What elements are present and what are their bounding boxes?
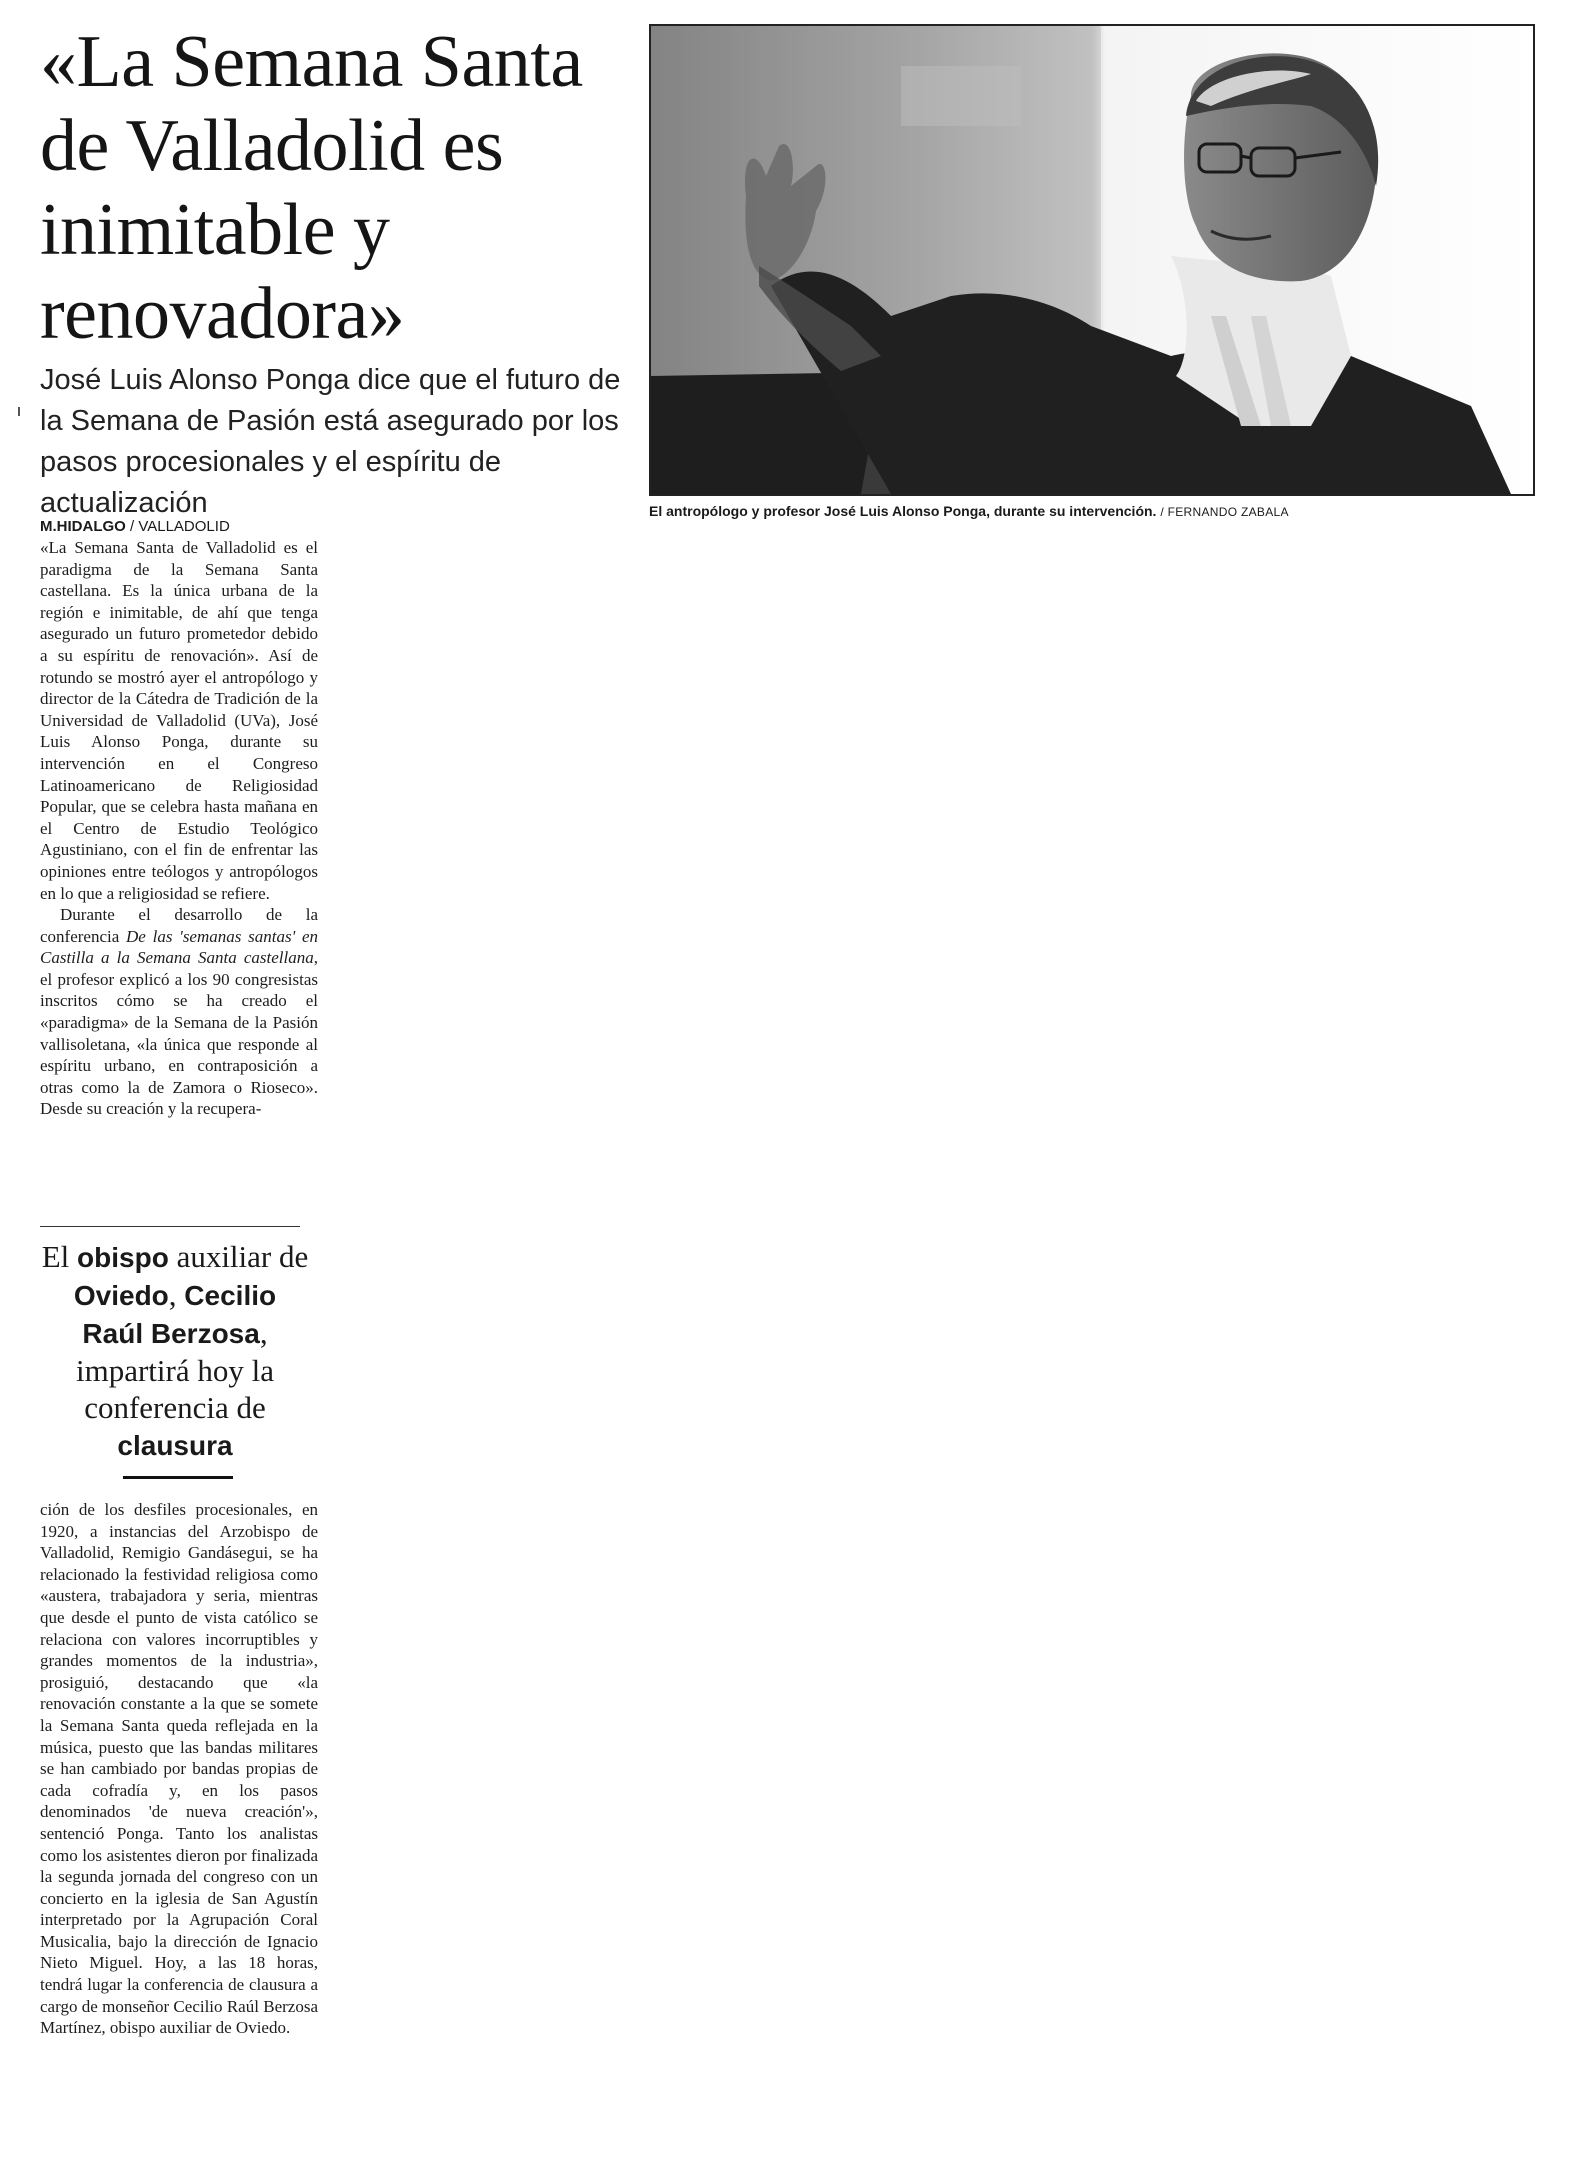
- pullquote-text-1: El: [41, 1239, 78, 1274]
- speaker-photo-illustration: [651, 26, 1533, 494]
- byline-location: VALLADOLID: [138, 518, 230, 535]
- pullquote-bold-2: Oviedo: [73, 1280, 169, 1311]
- body-paragraph-2-lead: Durante el desarrollo de la conferencia: [40, 905, 318, 946]
- pullquote: [40, 1238, 310, 1464]
- photo-caption: [649, 502, 1549, 521]
- byline: [40, 518, 340, 536]
- byline-separator: /: [125, 518, 139, 535]
- body-column-top: [40, 537, 318, 1120]
- pullquote-top-rule: [40, 1226, 300, 1227]
- pullquote-text-4: , impartirá hoy la conferencia de: [76, 1315, 274, 1425]
- body-paragraph-3: ción de los desfiles procesionales, en 1920, a instancias del Arzobispo de Valladolid, Remigio Gandásegui, se ha relacionado la festividad religiosa como «austera, trabajadora y seria, mientras que desde el punto de vista católico se relaciona con valores incorruptibles y grandes momentos de la industria», prosiguió, destacando que «la renovación constante a la que se somete la Semana Santa queda reflejada en la música, puesto que las bandas militares se han cambiado por bandas propias de cada cofradía y, en los pasos denominados 'de nueva creación'», sentenció Ponga. Tanto los analistas como los asistentes dieron por finalizada la segunda jornada del congreso con un concierto en la iglesia de San Agustín interpretado por la Agrupación Coral Musicalia, bajo la dirección de Ignacio Nieto Miguel. Hoy, a las 18 horas, tendrá lugar la conferencia de clausura a cargo de monseñor Cecilio Raúl Berzosa Martínez, obispo auxiliar de Oviedo.: [40, 1500, 318, 2038]
- pullquote-text-2: auxiliar de: [168, 1239, 309, 1274]
- caption-text: El antropólogo y profesor José Luis Alonso Ponga, durante su intervención.: [649, 503, 1157, 519]
- pullquote-text-3: ,: [168, 1277, 185, 1312]
- byline-author: M.HIDALGO: [40, 518, 126, 535]
- scan-mark: [18, 407, 20, 416]
- pullquote-bold-1: obispo: [77, 1242, 169, 1273]
- photo-credit: / FERNANDO ZABALA: [1160, 505, 1289, 519]
- body-column-bottom: [40, 1499, 318, 2039]
- headline: «La Semana Santa de Valladolid es inimitable y renovadora»: [40, 21, 583, 355]
- article-photo: [649, 24, 1535, 496]
- pullquote-bottom-rule: [123, 1476, 233, 1479]
- pullquote-bold-3: Cecilio Raúl Berzosa: [82, 1280, 277, 1349]
- conference-title: De las 'semanas santas' en Castilla a la Semana Santa castellana: [40, 926, 318, 968]
- body-paragraph-2: [40, 904, 318, 1120]
- body-paragraph-1: «La Semana Santa de Valladolid es el paradigma de la Semana Santa castellana. Es la única urbana de la región e inimitable, de ahí que tenga asegurado un futuro prometedor debido a su espíritu de renovación». Así de rotundo se mostró ayer el antropólogo y director de la Cátedra de Tradición de la Universidad de Valladolid (UVa), José Luis Alonso Ponga, durante su intervención en el Congreso Latinoamericano de Religiosidad Popular, que se celebra hasta mañana en el Centro de Estudio Teológico Agustiniano, con el fin de enfrentar las opiniones entre teólogos y antropólogos en lo que a religiosidad se refiere.: [40, 538, 318, 903]
- body-paragraph-2-rest: , el profesor explicó a los 90 congresistas inscritos cómo se ha creado el «paradigma» de la Semana de la Pasión vallisoletana, «la única que responde al espíritu urbano, en contraposición a otras como la de Zamora o Rioseco». Desde su creación y la recupera-: [40, 948, 318, 1119]
- subhead: José Luis Alonso Ponga dice que el futuro de la Semana de Pasión está asegurado por los pasos procesionales y el espíritu de actualización: [40, 364, 621, 519]
- pullquote-bold-4: clausura: [117, 1430, 233, 1461]
